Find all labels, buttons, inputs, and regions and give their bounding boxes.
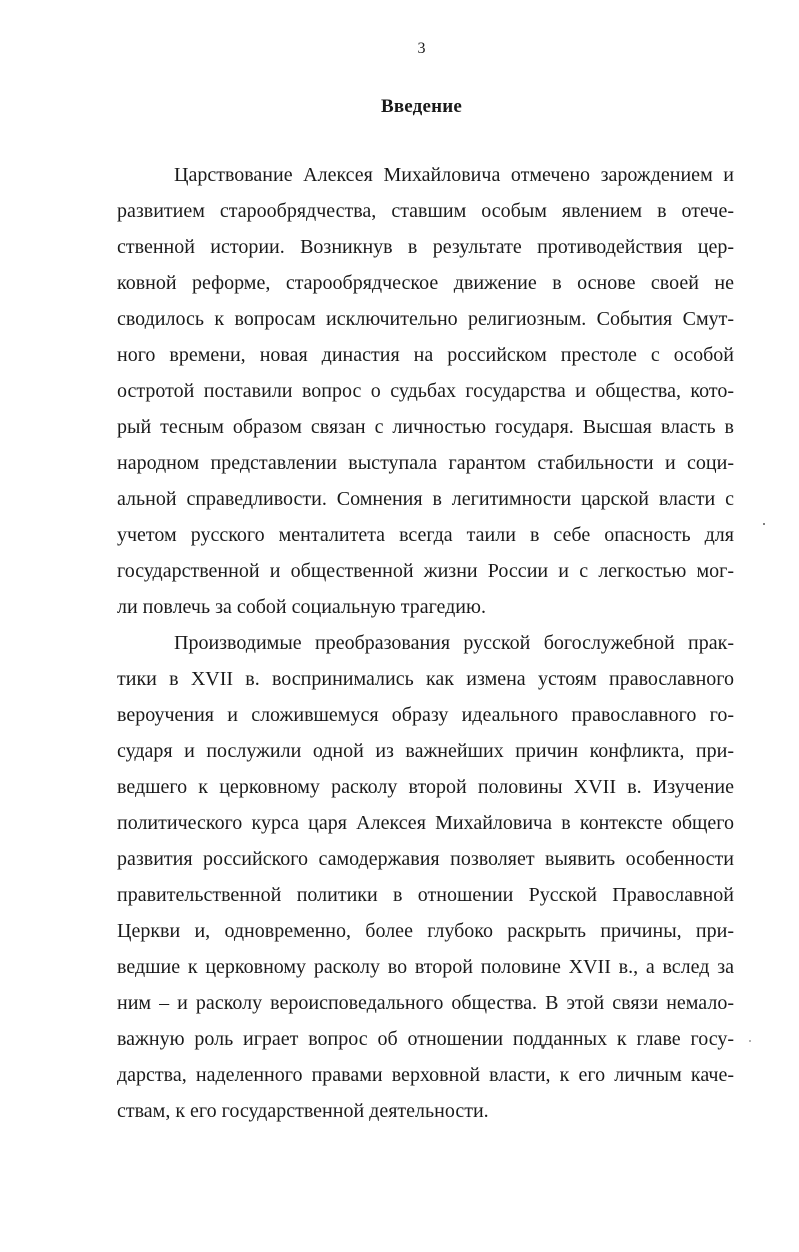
paragraph-1 [117,157,734,625]
text-line: сводилось к вопросам исключительно религиозным. События Смут- [117,308,734,330]
text-line: дарства, наделенного правами верховной власти, к его личным каче- [117,1064,734,1086]
page-number: 3 [417,40,426,57]
text-line: народном представлении выступала гарантом стабильности и соци- [117,452,734,474]
section-heading: Введение [380,96,463,117]
text-line: ного времени, новая династия на российском престоле с особой [117,344,734,366]
text-line: ним – и расколу вероисповедального общества. В этой связи немало- [117,992,734,1014]
text-line: рый тесным образом связан с личностью государя. Высшая власть в [117,416,734,438]
text-line: Церкви и, одновременно, более глубоко раскрыть причины, при- [117,920,734,942]
text-line: вероучения и сложившемуся образу идеального православного го- [117,704,734,726]
text-line: сударя и послужили одной из важнейших причин конфликта, при- [117,740,734,762]
text-line: альной справедливости. Сомнения в легитимности царской власти с [117,488,734,510]
text-line: тики в XVII в. воспринимались как измена устоям православного [117,668,734,690]
text-line: развития российского самодержавия позволяет выявить особенности [117,848,734,870]
text-line: остротой поставили вопрос о судьбах государства и общества, кото- [117,380,734,402]
text-line: ведшие к церковному расколу во второй половине XVII в., а вслед за [117,956,734,978]
scan-speck [749,1040,751,1042]
text-line: развитием старообрядчества, ставшим особым явлением в отече- [117,200,734,222]
text-line: важную роль играет вопрос об отношении подданных к главе госу- [117,1028,734,1050]
text-line: ли повлечь за собой социальную трагедию. [117,596,486,618]
body-text [117,157,734,1129]
scan-speck [763,523,765,525]
text-line: правительственной политики в отношении Русской Православной [117,884,734,906]
paragraph-2 [117,625,734,1129]
text-line: учетом русского менталитета всегда таили в себе опасность для [117,524,734,546]
text-line: государственной и общественной жизни России и с легкостью мог- [117,560,734,582]
text-line: Царствование Алексея Михайловича отмечено зарождением и [174,164,734,186]
text-line: ведшего к церковному расколу второй половины XVII в. Изучение [117,776,734,798]
text-line: политического курса царя Алексея Михайловича в контексте общего [117,812,734,834]
text-line: ствам, к его государственной деятельности. [117,1100,489,1122]
text-line: Производимые преобразования русской богослужебной прак- [174,632,734,654]
text-line: ковной реформе, старообрядческое движение в основе своей не [117,272,734,294]
text-line: ственной истории. Возникнув в результате противодействия цер- [117,236,734,258]
